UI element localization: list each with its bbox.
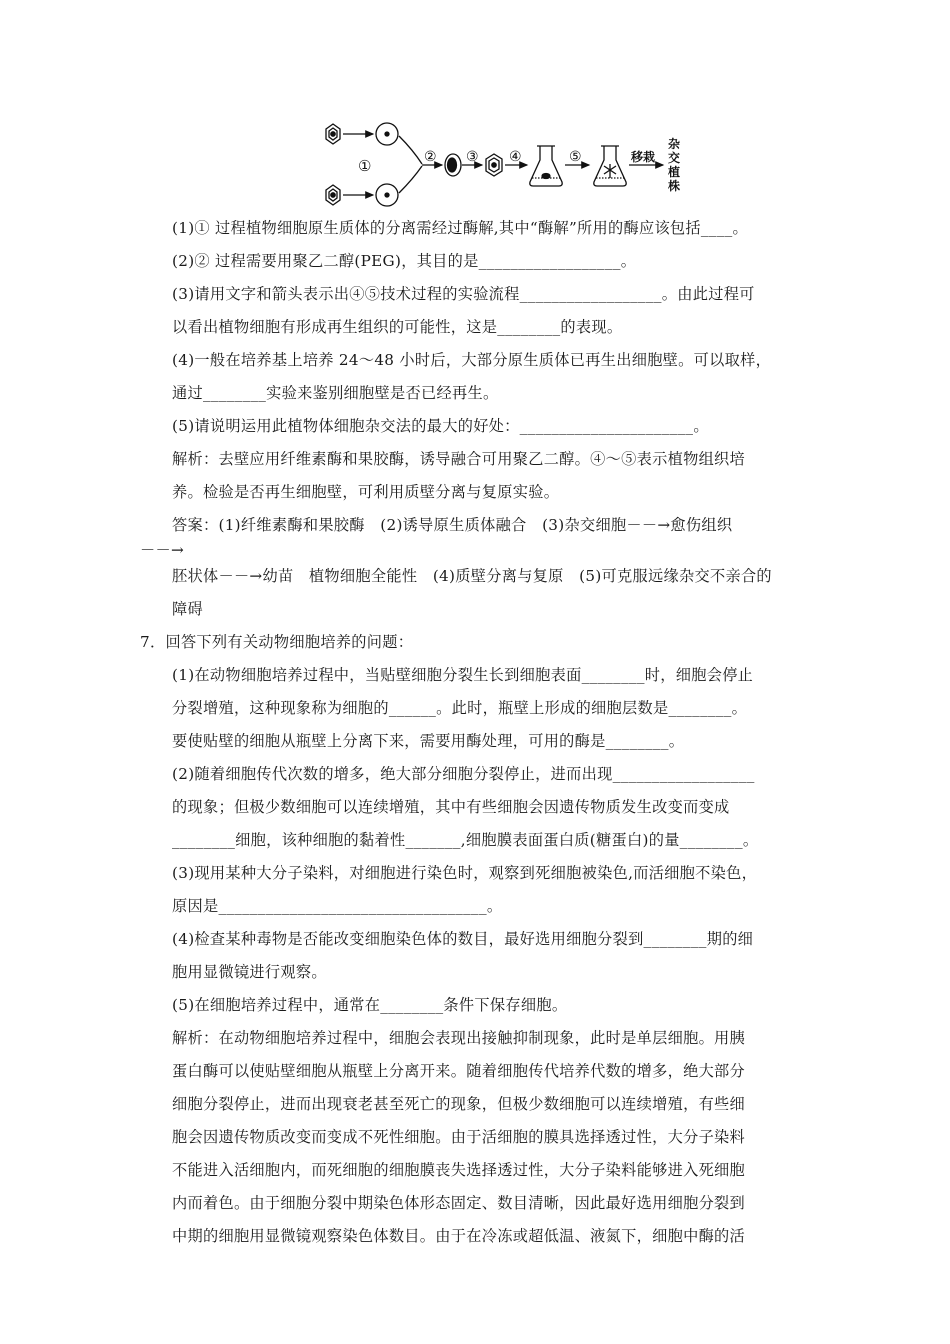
q6-answer-arrow: －－→ [140,541,185,559]
q7-part1-cont: 分裂增殖，这种现象称为细胞的______。此时，瓶壁上形成的细胞层数是________。 [172,699,748,717]
q6-part3-cont: 以看出植物细胞有形成再生组织的可能性，这是________的表现。 [172,318,623,336]
q6-part5: (5)请说明运用此植物体细胞杂交法的最大的好处：______________________。 [172,417,709,435]
hybrid-cell-icon [486,154,502,176]
transplant-label: 移栽 [631,150,656,164]
q7-analysis-l3: 细胞分裂停止，进而出现衰老甚至死亡的现象，但极少数细胞可以连续增殖，有些细 [172,1095,746,1113]
q6-part4-cont: 通过________实验来鉴别细胞壁是否已经再生。 [172,384,499,402]
q7-part1: (1)在动物细胞培养过程中，当贴壁细胞分裂生长到细胞表面________时，细胞会停止 [172,666,754,684]
q7-analysis-l5: 不能进入活细胞内，而死细胞的细胞膜丧失选择透过性，大分子染料能够进入死细胞 [172,1161,746,1179]
q6-part1: (1)① 过程植物细胞原生质体的分离需经过酶解,其中“酶解”所用的酶应该包括____。 [172,219,748,237]
fused-protoplast-icon [445,154,461,176]
q7-part4: (4)检查某种毒物是否能改变细胞染色体的数目，最好选用细胞分裂到________期的细 [172,930,754,948]
q6-part4: (4)一般在培养基上培养 24～48 小时后，大部分原生质体已再生出细胞壁。可以取样， [172,351,772,369]
plant-cell-top-icon [326,124,340,144]
flask-callus-icon [530,146,562,186]
step-3-label: ③ [466,149,479,165]
q7-part5: (5)在细胞培养过程中，通常在________条件下保存细胞。 [172,996,568,1014]
q6-analysis-cont: 养。检验是否再生细胞壁，可利用质壁分离与复原实验。 [172,483,560,501]
q7-analysis-l6: 内而着色。由于细胞分裂中期染色体形态固定、数目清晰，因此最好选用细胞分裂到 [172,1194,746,1212]
step-4-label: ④ [509,149,522,165]
q7-analysis: 解析：在动物细胞培养过程中，细胞会表现出接触抑制现象，此时是单层细胞。用胰 [172,1029,746,1047]
step-2-label: ② [424,149,437,165]
q7-heading: 7．回答下列有关动物细胞培养的问题： [140,633,414,651]
q7-part2-cont: 的现象；但极少数细胞可以连续增殖，其中有些细胞会因遗传物质发生改变而变成 [172,798,730,816]
q7-analysis-l4: 胞会因遗传物质改变而变成不死性细胞。由于活细胞的膜具选择透过性，大分子染料 [172,1128,746,1146]
result-char-4: 株 [668,179,681,193]
q6-analysis: 解析：去壁应用纤维素酶和果胶酶，诱导融合可用聚乙二醇。④～⑤表示植物组织培 [172,450,746,468]
q7-part3: (3)现用某种大分子染料，对细胞进行染色时，观察到死细胞被染色,而活细胞不染色， [172,864,758,882]
step-5-label: ⑤ [569,149,582,165]
flask-seedling-icon [594,146,626,186]
q6-answer: 答案：(1)纤维素酶和果胶酶 (2)诱导原生质体融合 (3)杂交细胞－－→愈伤组织 [172,516,733,534]
step-1-label: ① [358,157,372,175]
result-char-1: 杂 [668,137,681,151]
q6-part2: (2)② 过程需要用聚乙二醇(PEG)，其目的是__________________。 [172,252,637,270]
result-char-2: 交 [668,151,681,165]
q7-part3-cont: 原因是__________________________________。 [172,897,503,915]
cell-fusion-diagram [318,120,688,216]
q7-part2: (2)随着细胞传代次数的增多，绝大部分细胞分裂停止，进而出现__________________ [172,765,755,783]
q6-answer-cont: 胚状体－－→幼苗 植物细胞全能性 (4)质壁分离与复原 (5)可克服远缘杂交不亲合的 [172,567,772,585]
result-char-3: 植 [668,165,681,179]
q7-analysis-l7: 中期的细胞用显微镜观察染色体数目。由于在冷冻或超低温、液氮下，细胞中酶的活 [172,1227,746,1245]
q6-answer-end: 障碍 [172,600,203,618]
q7-analysis-l2: 蛋白酶可以使贴壁细胞从瓶壁上分离开来。随着细胞传代培养代数的增多，绝大部分 [172,1062,746,1080]
plant-cell-bottom-icon [326,185,340,205]
q7-part4-cont: 胞用显微镜进行观察。 [172,963,327,981]
q7-part2-cont2: ________细胞，该种细胞的黏着性_______,细胞膜表面蛋白质(糖蛋白)的量________。 [172,831,759,849]
q6-part3: (3)请用文字和箭头表示出④⑤技术过程的实验流程__________________。由此过程可 [172,285,755,303]
q7-part1-cont2: 要使贴壁的细胞从瓶壁上分离下来，需要用酶处理，可用的酶是________。 [172,732,685,750]
